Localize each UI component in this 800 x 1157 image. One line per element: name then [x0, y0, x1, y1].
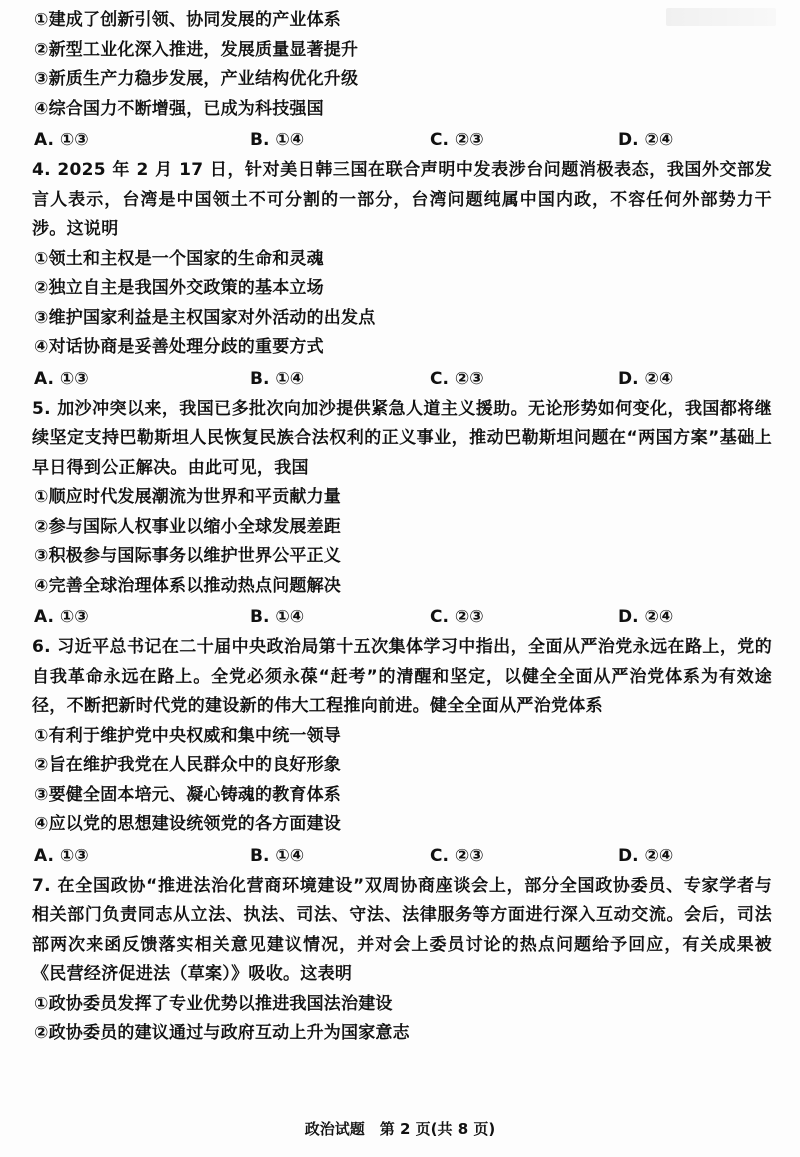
q5-choice-a: A. ①③ — [34, 607, 89, 627]
q6-option-4: ④应以党的思想建设统领党的各方面建设 — [34, 814, 341, 834]
q6-option-3: ③要健全固本培元、凝心铸魂的教育体系 — [34, 784, 341, 805]
q4-choice-a: A. ①③ — [34, 368, 89, 389]
q5-choices — [32, 601, 772, 633]
q5-option-3: ③积极参与国际事务以维护世界公平正义 — [34, 546, 341, 566]
q3-choices — [32, 124, 772, 156]
q5-option-4: ④完善全球治理体系以推动热点问题解决 — [34, 575, 341, 596]
q6-choice-b: B. ①④ — [250, 845, 305, 866]
q3-choice-b: B. ①④ — [250, 130, 305, 150]
q4-choices — [32, 363, 772, 395]
q4-option-3: ③维护国家利益是主权国家对外活动的出发点 — [34, 307, 376, 328]
q3-option-1: ①建成了创新引领、协同发展的产业体系 — [34, 10, 341, 30]
q4-option-4: ④对话协商是妥善处理分歧的重要方式 — [34, 337, 324, 357]
question-3-options — [32, 6, 772, 124]
q7-option-2: ②政协委员的建议通过与政府互动上升为国家意志 — [34, 1023, 410, 1043]
q5-choice-d: D. ②④ — [618, 607, 674, 627]
q7-option-1: ①政协委员发挥了专业优势以推进我国法治建设 — [34, 993, 393, 1014]
question-5-stem: 5. 加沙冲突以来，我国已多批次向加沙提供紧急人道主义援助。无论形势如何变化，我国都将继续坚定支持巴勒斯坦人民恢复民族合法权利的正义事业，推动巴勒斯坦问题在“两国方案”基础上早日得到公正解决。由此可见，我国 — [32, 398, 772, 478]
q3-choice-a: A. ①③ — [34, 130, 89, 150]
q4-choice-c: C. ②③ — [430, 368, 484, 389]
q5-option-1: ①顺应时代发展潮流为世界和平贡献力量 — [34, 487, 341, 507]
q3-choice-d: D. ②④ — [618, 130, 674, 150]
exam-content — [32, 6, 772, 1049]
q4-choice-b: B. ①④ — [250, 368, 305, 389]
q5-option-2: ②参与国际人权事业以缩小全球发展差距 — [34, 516, 341, 537]
q3-option-4: ④综合国力不断增强，已成为科技强国 — [34, 98, 324, 119]
question-4-stem: 4. 2025 年 2 月 17 日，针对美日韩三国在联合声明中发表涉台问题消极表态，我国外交部发言人表示，台湾是中国领土不可分割的一部分，台湾问题纯属中国内政，不容任何外部势力干涉。这说明 — [32, 160, 772, 239]
q4-option-2: ②独立自主是我国外交政策的基本立场 — [34, 278, 324, 298]
q6-option-1: ①有利于维护党中央权威和集中统一领导 — [34, 725, 341, 746]
q6-choice-c: C. ②③ — [430, 845, 484, 866]
q6-option-2: ②旨在维护我党在人民群众中的良好形象 — [34, 755, 341, 775]
q6-choice-d: D. ②④ — [618, 845, 674, 866]
q5-choice-c: C. ②③ — [430, 607, 484, 627]
q3-option-2: ②新型工业化深入推进，发展质量显著提升 — [34, 39, 359, 60]
q5-choice-b: B. ①④ — [250, 607, 305, 627]
q4-option-1: ①领土和主权是一个国家的生命和灵魂 — [34, 248, 324, 269]
q3-choice-c: C. ②③ — [430, 130, 484, 150]
page-footer: 政治试题 第 2 页(共 8 页) — [304, 1120, 496, 1138]
q6-choices — [32, 840, 772, 872]
question-6-stem: 6. 习近平总书记在二十届中央政治局第十五次集体学习中指出，全面从严治党永远在路上，党的自我革命永远在路上。全党必须永葆“赶考”的清醒和坚定，以健全全面从严治党体系为有效途径，不断把新时代党的建设新的伟大工程推向前进。健全全面从严治党体系 — [32, 637, 772, 716]
q4-choice-d: D. ②④ — [618, 368, 674, 389]
question-7-stem: 7. 在全国政协“推进法治化营商环境建设”双周协商座谈会上，部分全国政协委员、专家学者与相关部门负责同志从立法、执法、司法、守法、法律服务等方面进行深入互动交流。会后，司法部两次来函反馈落实相关意见建议情况，并对会上委员讨论的热点问题给予回应，有关成果被《民营经济促进法（草案）》吸收。这表明 — [32, 875, 772, 984]
q3-option-3: ③新质生产力稳步发展，产业结构优化升级 — [34, 69, 359, 89]
q6-choice-a: A. ①③ — [34, 845, 89, 866]
